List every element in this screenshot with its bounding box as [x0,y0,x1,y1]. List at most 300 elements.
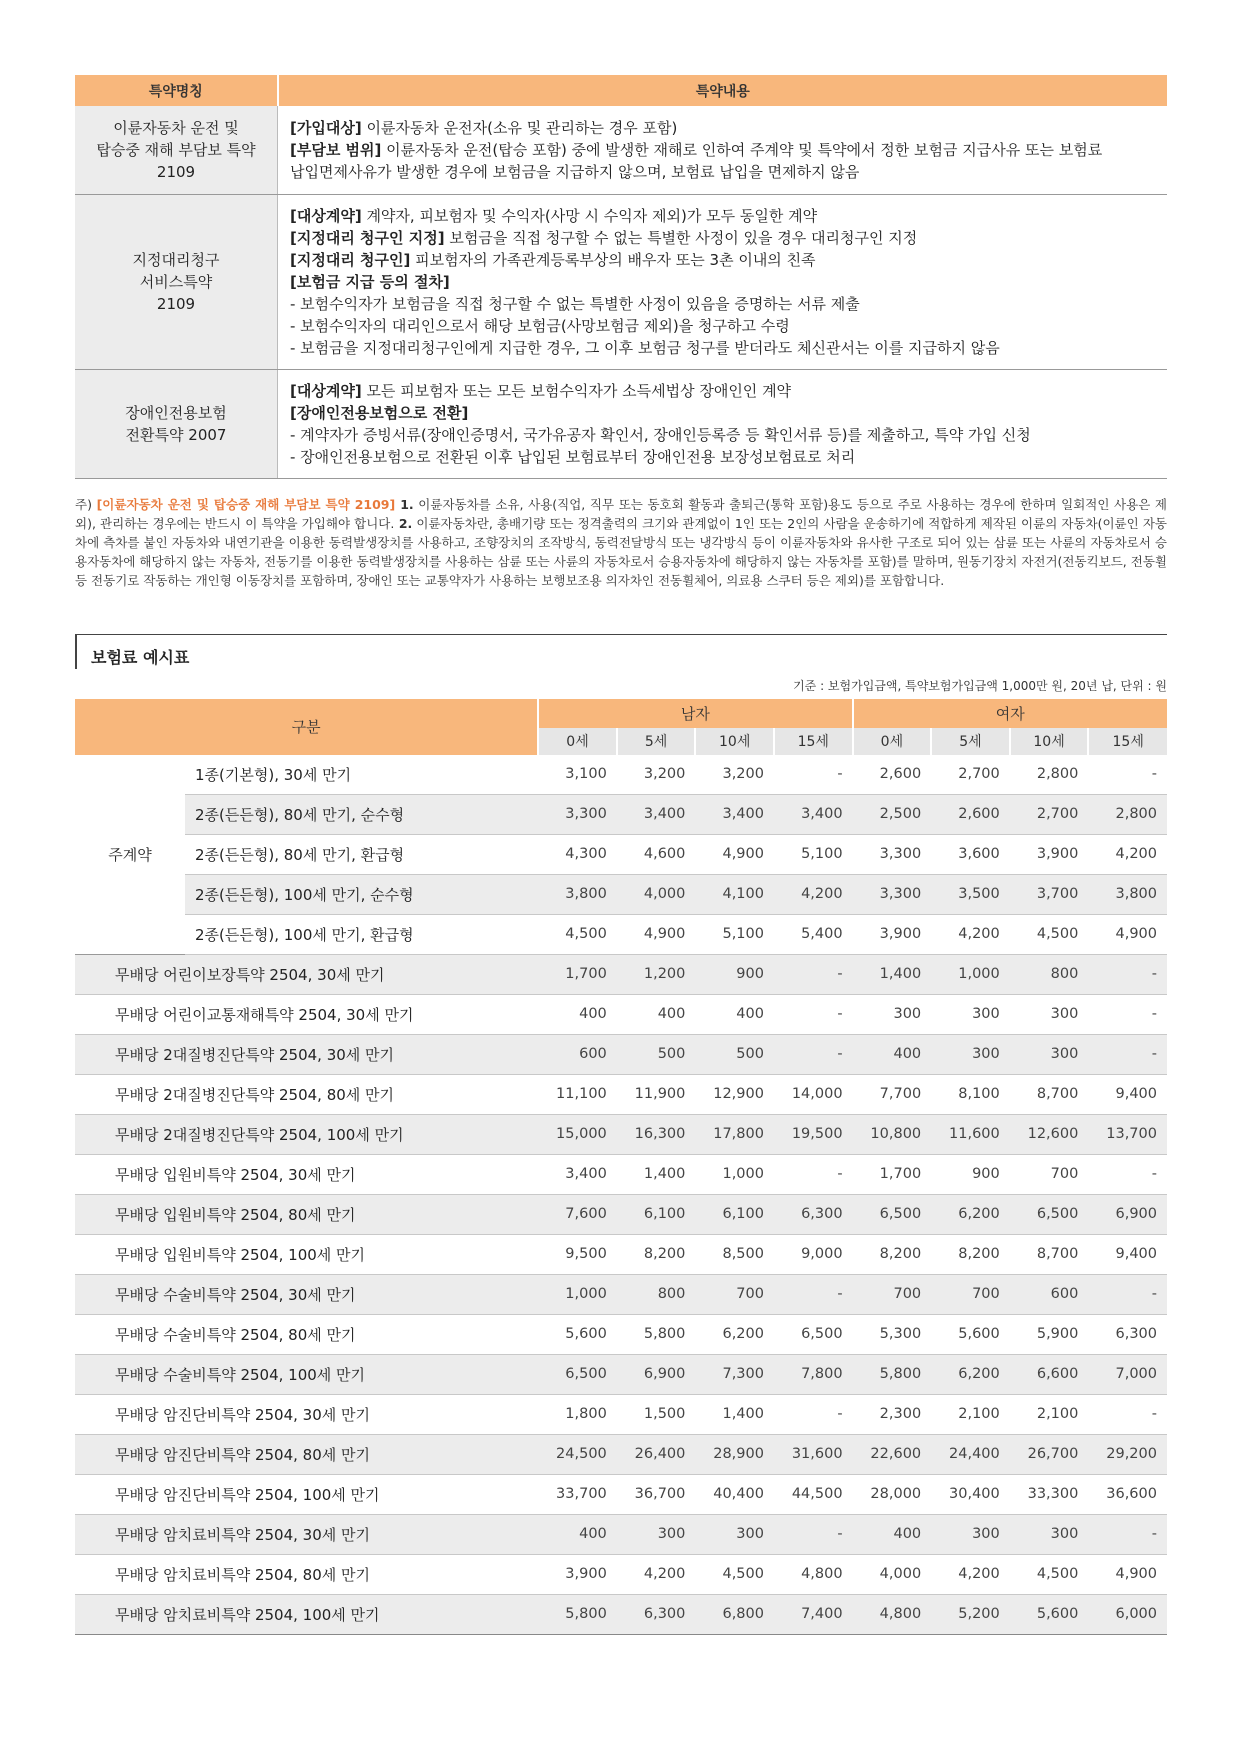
premium-value: 8,200 [931,1234,1010,1274]
premium-value: 4,800 [853,1594,932,1634]
premium-value: 400 [853,1034,932,1074]
rider-name-line: 지정대리청구 [132,250,220,269]
rider-premium-label: 무배당 2대질병진단특약 2504, 80세 만기 [75,1074,538,1114]
premium-value: 1,700 [538,954,617,994]
rider-desc-line [290,139,1155,161]
premium-value: 44,500 [774,1474,853,1514]
premium-value: 16,300 [617,1114,696,1154]
premium-value: 5,600 [1010,1594,1089,1634]
rider-desc-line [290,161,1155,183]
rider-name-line: 2109 [156,162,196,181]
premium-value: 8,200 [617,1234,696,1274]
premium-value: 2,800 [1010,755,1089,795]
premium-value: 3,100 [538,755,617,795]
premium-value: 3,800 [538,874,617,914]
premium-value: 2,600 [853,755,932,795]
premium-value: 300 [1010,1514,1089,1554]
premium-value: 33,300 [1010,1474,1089,1514]
rider-premium-label: 무배당 암치료비특약 2504, 100세 만기 [75,1594,538,1634]
rider-desc-line [290,249,1155,271]
rider-desc-line [290,446,1155,468]
rider-premium-label: 무배당 수술비특약 2504, 100세 만기 [75,1354,538,1394]
premium-value: 3,900 [853,914,932,954]
rider-premium-row [75,1434,1167,1474]
rider-premium-label: 무배당 입원비특약 2504, 80세 만기 [75,1194,538,1234]
premium-value: 31,600 [774,1434,853,1474]
rider-premium-label: 무배당 입원비특약 2504, 30세 만기 [75,1154,538,1194]
premium-value: 1,000 [695,1154,774,1194]
age-header: 0세 [538,728,617,755]
age-header: 5세 [931,728,1010,755]
rider-premium-row [75,954,1167,994]
rider-premium-label: 무배당 2대질병진단특약 2504, 30세 만기 [75,1034,538,1074]
premium-value: 3,900 [538,1554,617,1594]
premium-value: 28,900 [695,1434,774,1474]
premium-value: 2,100 [931,1394,1010,1434]
premium-value: 40,400 [695,1474,774,1514]
rider-desc-text: 납입면제사유가 발생한 경우에 보험금을 지급하지 않으며, 보험료 납입을 면제하지 않음 [290,162,860,181]
premium-value: 4,300 [538,834,617,874]
premium-value: 400 [853,1514,932,1554]
rider-desc-text: - 계약자가 증빙서류(장애인증명서, 국가유공자 확인서, 장애인등록증 등 확인서류 등)를 제출하고, 특약 가입 신청 [290,425,1031,444]
rider-desc-text: 이륜자동차 운전자(소유 및 관리하는 경우 포함) [361,118,678,137]
premium-value: 300 [695,1514,774,1554]
premium-value: 700 [695,1274,774,1314]
rider-desc-tag: [대상계약] [290,381,362,400]
premium-value: 6,900 [617,1354,696,1394]
premium-value: 2,800 [1088,794,1167,834]
rider-name-cell [75,369,278,478]
premium-value: 13,700 [1088,1114,1167,1154]
premium-value: 26,400 [617,1434,696,1474]
main-contract-label: 2종(든든형), 80세 만기, 환급형 [185,834,538,874]
premium-value: 4,900 [1088,914,1167,954]
premium-value: 300 [1010,1034,1089,1074]
premium-value: - [1088,1154,1167,1194]
premium-value: - [774,994,853,1034]
premium-value: 300 [1010,994,1089,1034]
premium-value: 6,800 [695,1594,774,1634]
rider-name-line: 장애인전용보험 [125,403,227,422]
footnote-highlight: [이륜자동차 운전 및 탑승중 재해 부담보 특약 2109] [96,496,396,512]
rider-desc-cell [278,369,1168,478]
premium-value: - [774,954,853,994]
rider-desc-line [290,337,1155,359]
footnote [75,495,1167,590]
rider-premium-label: 무배당 암진단비특약 2504, 30세 만기 [75,1394,538,1434]
premium-value: 8,500 [695,1234,774,1274]
premium-value: 6,000 [1088,1594,1167,1634]
rider-desc-line [290,205,1155,227]
premium-value: 5,100 [774,834,853,874]
premium-value: 1,500 [617,1394,696,1434]
premium-value: 6,200 [931,1194,1010,1234]
premium-value: 4,600 [617,834,696,874]
premium-value: 1,400 [853,954,932,994]
rider-row [75,106,1167,194]
premium-table [75,699,1167,1635]
premium-value: 2,100 [1010,1394,1089,1434]
premium-value: 3,400 [617,794,696,834]
premium-value: - [1088,755,1167,795]
rider-desc-tag: [장애인전용보험으로 전환] [290,403,469,422]
rider-desc-text: - 보험금을 지정대리청구인에게 지급한 경우, 그 이후 보험금 청구를 받더라도 체신관서는 이를 지급하지 않음 [290,338,1000,357]
premium-value: 2,700 [1010,794,1089,834]
rider-premium-row [75,1154,1167,1194]
premium-value: 900 [931,1154,1010,1194]
rider-row [75,369,1167,478]
rider-desc-text: 피보험자의 가족관계등록부상의 배우자 또는 3촌 이내의 친족 [410,250,816,269]
premium-value: 300 [853,994,932,1034]
rider-desc-line [290,402,1155,424]
age-header: 5세 [617,728,696,755]
premium-value: 6,300 [1088,1314,1167,1354]
rider-desc-line [290,227,1155,249]
premium-value: - [1088,1394,1167,1434]
premium-value: 3,500 [931,874,1010,914]
premium-value: 6,500 [774,1314,853,1354]
footnote-text-1: 이륜자동차를 소유, 사용(직업, 직무 또는 동호회 활동과 출퇴근(통학 포함)용도 등으로 주로 사용하는 경우에 한하며 일회적인 사용은 제외), 관리하는 경우에는 반드시 이 특약을 가입해야 합니다. [75,496,1167,531]
rider-content-header: 특약내용 [278,75,1168,106]
premium-value: 7,600 [538,1194,617,1234]
premium-value: 900 [695,954,774,994]
premium-value: 6,200 [931,1354,1010,1394]
premium-value: 5,800 [617,1314,696,1354]
rider-desc-line [290,117,1155,139]
premium-value: 4,000 [617,874,696,914]
rider-premium-row [75,1314,1167,1354]
premium-value: 600 [1010,1274,1089,1314]
premium-value: 4,500 [1010,1554,1089,1594]
premium-value: 300 [931,1034,1010,1074]
rider-desc-text: - 장애인전용보험으로 전환된 이후 납입된 보험료부터 장애인전용 보장성보험료로 처리 [290,447,856,466]
premium-value: 400 [538,1514,617,1554]
premium-value: 2,300 [853,1394,932,1434]
premium-value: - [774,1274,853,1314]
premium-value: - [1088,954,1167,994]
rider-premium-row [75,1234,1167,1274]
rider-table-header [75,75,1167,106]
main-contract-row [75,914,1167,954]
premium-value: 700 [1010,1154,1089,1194]
premium-value: 17,800 [695,1114,774,1154]
rider-premium-row [75,1074,1167,1114]
premium-value: 11,900 [617,1074,696,1114]
rider-table-body [75,106,1167,478]
rider-name-header: 특약명칭 [75,75,278,106]
premium-value: 29,200 [1088,1434,1167,1474]
premium-value: 6,500 [538,1354,617,1394]
premium-value: - [774,1154,853,1194]
rider-premium-label: 무배당 암진단비특약 2504, 100세 만기 [75,1474,538,1514]
premium-value: 4,200 [931,914,1010,954]
premium-value: 36,600 [1088,1474,1167,1514]
rider-desc-tag: [대상계약] [290,206,362,225]
premium-value: 2,600 [931,794,1010,834]
premium-value: 2,700 [931,755,1010,795]
premium-value: 5,600 [931,1314,1010,1354]
rider-premium-row [75,1554,1167,1594]
rider-desc-text: 계약자, 피보험자 및 수익자(사망 시 수익자 제외)가 모두 동일한 계약 [361,206,818,225]
premium-value: 300 [931,1514,1010,1554]
main-contract-row [75,834,1167,874]
premium-value: 3,200 [695,755,774,795]
premium-value: 15,000 [538,1114,617,1154]
premium-value: 8,200 [853,1234,932,1274]
age-header: 15세 [1088,728,1167,755]
rider-desc-text: - 보험수익자의 대리인으로서 해당 보험금(사망보험금 제외)을 청구하고 수령 [290,316,790,335]
female-header: 여자 [853,699,1167,728]
premium-value: 7,300 [695,1354,774,1394]
premium-value: 8,100 [931,1074,1010,1114]
premium-value: - [774,755,853,795]
premium-value: 500 [617,1034,696,1074]
rider-desc-line [290,315,1155,337]
rider-desc-line [290,424,1155,446]
rider-premium-row [75,1274,1167,1314]
premium-value: 22,600 [853,1434,932,1474]
premium-value: 5,300 [853,1314,932,1354]
premium-value: 5,600 [538,1314,617,1354]
premium-value: 4,200 [617,1554,696,1594]
main-contract-group: 주계약 [75,755,185,955]
premium-value: 11,600 [931,1114,1010,1154]
premium-value: 3,800 [1088,874,1167,914]
rider-premium-row [75,1114,1167,1154]
rider-desc-tag: [지정대리 청구인] [290,250,411,269]
premium-value: 5,900 [1010,1314,1089,1354]
premium-value: 3,400 [774,794,853,834]
premium-value: 6,500 [853,1194,932,1234]
premium-value: 9,000 [774,1234,853,1274]
premium-value: 7,800 [774,1354,853,1394]
premium-value: - [1088,994,1167,1034]
premium-value: 4,000 [853,1554,932,1594]
premium-value: 3,300 [853,834,932,874]
premium-value: 5,200 [931,1594,1010,1634]
premium-value: 9,400 [1088,1234,1167,1274]
main-contract-label: 2종(든든형), 100세 만기, 순수형 [185,874,538,914]
rider-table [75,75,1167,479]
premium-value: 3,700 [1010,874,1089,914]
premium-value: 7,000 [1088,1354,1167,1394]
premium-value: 4,200 [931,1554,1010,1594]
premium-table-body [75,755,1167,1635]
premium-value: 1,700 [853,1154,932,1194]
premium-value: 700 [853,1274,932,1314]
premium-value: 3,200 [617,755,696,795]
footnote-number-2: 2. [394,515,413,531]
premium-value: 33,700 [538,1474,617,1514]
rider-premium-label: 무배당 어린이보장특약 2504, 30세 만기 [75,954,538,994]
premium-value: 10,800 [853,1114,932,1154]
premium-value: 4,200 [1088,834,1167,874]
premium-value: 800 [1010,954,1089,994]
rider-premium-label: 무배당 암진단비특약 2504, 80세 만기 [75,1434,538,1474]
premium-value: - [1088,1514,1167,1554]
premium-value: 6,600 [1010,1354,1089,1394]
premium-value: 24,500 [538,1434,617,1474]
rider-name-line: 2109 [156,294,196,313]
footnote-text-2: 이륜자동차란, 총배기량 또는 정격출력의 크기와 관계없이 1인 또는 2인의 사람을 운송하기에 적합하게 제작된 이륜의 자동차(이륜인 자동차에 측차를 붙인 자동차와 내연기관을 이용한 동력발생장치를 사용하고, 조향장치의 조작방식, 동력전달방식 또는 냉각방식 등이 이륜자동차와 유사한 구조로 되어 있는 삼륜 또는 사륜의 자동차로서 승용자동차에 해당하지 않는 자동차, 전동기를 이용한 동력발생장치를 사용하는 삼륜 또는 사륜의 자동차로서 승용자동차에 해당하지 않는 자동차를 포함)를 말하며, 원동기장치 자전거(전동킥보드, 전동휠 등 전동기로 작동하는 개인형 이동장치를 포함하며, 장애인 또는 교통약자가 사용하는 보행보조용 의자차인 전동휠체어, 의료용 스쿠터 등은 제외)를 포함합니다. [75,515,1167,588]
rider-premium-row [75,1354,1167,1394]
premium-value: 1,400 [617,1154,696,1194]
age-header: 10세 [1010,728,1089,755]
rider-desc-text: - 보험수익자가 보험금을 직접 청구할 수 없는 특별한 사정이 있음을 증명하는 서류 제출 [290,294,860,313]
premium-value: 6,100 [617,1194,696,1234]
rider-premium-row [75,1194,1167,1234]
rider-premium-label: 무배당 입원비특약 2504, 100세 만기 [75,1234,538,1274]
premium-value: 11,100 [538,1074,617,1114]
premium-value: 9,400 [1088,1074,1167,1114]
rider-desc-tag: [부담보 범위] [290,140,382,159]
premium-value: 4,500 [538,914,617,954]
premium-value: 3,400 [695,794,774,834]
premium-value: 400 [617,994,696,1034]
rider-premium-label: 무배당 암치료비특약 2504, 30세 만기 [75,1514,538,1554]
premium-value: 36,700 [617,1474,696,1514]
age-header: 10세 [695,728,774,755]
gubun-header: 구분 [75,699,538,755]
premium-value: 26,700 [1010,1434,1089,1474]
rider-row [75,194,1167,369]
premium-value: 3,400 [538,1154,617,1194]
premium-value: 6,500 [1010,1194,1089,1234]
main-contract-row [75,874,1167,914]
premium-value: 8,700 [1010,1074,1089,1114]
premium-value: 3,300 [538,794,617,834]
rider-desc-tag: [가입대상] [290,118,362,137]
rider-desc-line [290,380,1155,402]
rider-name-line: 이륜자동차 운전 및 [113,118,239,137]
premium-value: 4,800 [774,1554,853,1594]
premium-value: 3,600 [931,834,1010,874]
premium-value: 2,500 [853,794,932,834]
rider-premium-label: 무배당 어린이교통재해특약 2504, 30세 만기 [75,994,538,1034]
footnote-number-1: 1. [395,496,414,512]
premium-value: 5,800 [538,1594,617,1634]
main-contract-label: 2종(든든형), 80세 만기, 순수형 [185,794,538,834]
premium-basis: 기준 : 보험가입금액, 특약보험가입금액 1,000만 원, 20년 납, 단위 : 원 [793,678,1167,693]
premium-value: 400 [695,994,774,1034]
premium-value: 12,900 [695,1074,774,1114]
premium-value: - [774,1034,853,1074]
premium-value: 6,100 [695,1194,774,1234]
premium-value: 1,400 [695,1394,774,1434]
premium-header-row-1 [75,699,1167,728]
main-contract-label: 2종(든든형), 100세 만기, 환급형 [185,914,538,954]
premium-value: 1,000 [931,954,1010,994]
premium-value: 4,500 [1010,914,1089,954]
rider-desc-tag: [보험금 지급 등의 절차] [290,272,450,291]
premium-value: 4,100 [695,874,774,914]
premium-value: - [774,1514,853,1554]
rider-premium-row [75,994,1167,1034]
rider-desc-line [290,293,1155,315]
premium-value: 19,500 [774,1114,853,1154]
rider-premium-row [75,1514,1167,1554]
premium-value: 1,000 [538,1274,617,1314]
rider-desc-cell [278,106,1168,194]
premium-value: 6,300 [617,1594,696,1634]
rider-premium-label: 무배당 2대질병진단특약 2504, 100세 만기 [75,1114,538,1154]
premium-value: - [1088,1034,1167,1074]
rider-premium-label: 무배당 수술비특약 2504, 30세 만기 [75,1274,538,1314]
rider-desc-cell [278,194,1168,369]
male-header: 남자 [538,699,852,728]
premium-value: 5,800 [853,1354,932,1394]
rider-desc-line [290,271,1155,293]
premium-value: 7,700 [853,1074,932,1114]
premium-value: 3,900 [1010,834,1089,874]
premium-value: 4,900 [695,834,774,874]
premium-value: 4,500 [695,1554,774,1594]
premium-value: - [774,1394,853,1434]
premium-value: 4,900 [1088,1554,1167,1594]
premium-value: 1,800 [538,1394,617,1434]
rider-premium-label: 무배당 수술비특약 2504, 80세 만기 [75,1314,538,1354]
rider-premium-row [75,1394,1167,1434]
premium-value: 5,100 [695,914,774,954]
rider-premium-row [75,1034,1167,1074]
rider-name-line: 전환특약 2007 [125,425,227,444]
rider-name-line: 탑승중 재해 부담보 특약 [96,140,256,159]
premium-value: 400 [538,994,617,1034]
premium-value: 700 [931,1274,1010,1314]
premium-value: 30,400 [931,1474,1010,1514]
main-contract-row [75,794,1167,834]
rider-desc-text: 이륜자동차 운전(탑승 포함) 중에 발생한 재해로 인하여 주계약 및 특약에서 정한 보험금 지급사유 또는 보험료 [381,140,1103,159]
premium-value: 14,000 [774,1074,853,1114]
rider-premium-row [75,1474,1167,1514]
premium-value: 500 [695,1034,774,1074]
premium-value: 4,900 [617,914,696,954]
rider-desc-text: 보험금을 직접 청구할 수 없는 특별한 사정이 있을 경우 대리청구인 지정 [444,228,918,247]
premium-value: 300 [617,1514,696,1554]
premium-value: 24,400 [931,1434,1010,1474]
premium-value: - [1088,1274,1167,1314]
premium-value: 6,900 [1088,1194,1167,1234]
rider-premium-label: 무배당 암치료비특약 2504, 80세 만기 [75,1554,538,1594]
premium-value: 4,200 [774,874,853,914]
rider-name-line: 서비스특약 [139,272,213,291]
age-header: 0세 [853,728,932,755]
premium-value: 800 [617,1274,696,1314]
premium-value: 6,200 [695,1314,774,1354]
premium-value: 600 [538,1034,617,1074]
rider-premium-row [75,1594,1167,1634]
premium-value: 3,300 [853,874,932,914]
premium-value: 28,000 [853,1474,932,1514]
page-content [75,75,1167,1635]
premium-value: 5,400 [774,914,853,954]
main-contract-label: 1종(기본형), 30세 만기 [185,755,538,795]
premium-value: 300 [931,994,1010,1034]
footnote-prefix: 주) [75,496,97,512]
rider-desc-tag: [지정대리 청구인 지정] [290,228,445,247]
premium-value: 1,200 [617,954,696,994]
premium-value: 7,400 [774,1594,853,1634]
rider-name-cell [75,194,278,369]
rider-name-cell [75,106,278,194]
section-title: 보험료 예시표 [75,634,1167,669]
main-contract-row [75,755,1167,795]
premium-value: 8,700 [1010,1234,1089,1274]
premium-value: 9,500 [538,1234,617,1274]
premium-value: 12,600 [1010,1114,1089,1154]
premium-value: 6,300 [774,1194,853,1234]
age-header: 15세 [774,728,853,755]
